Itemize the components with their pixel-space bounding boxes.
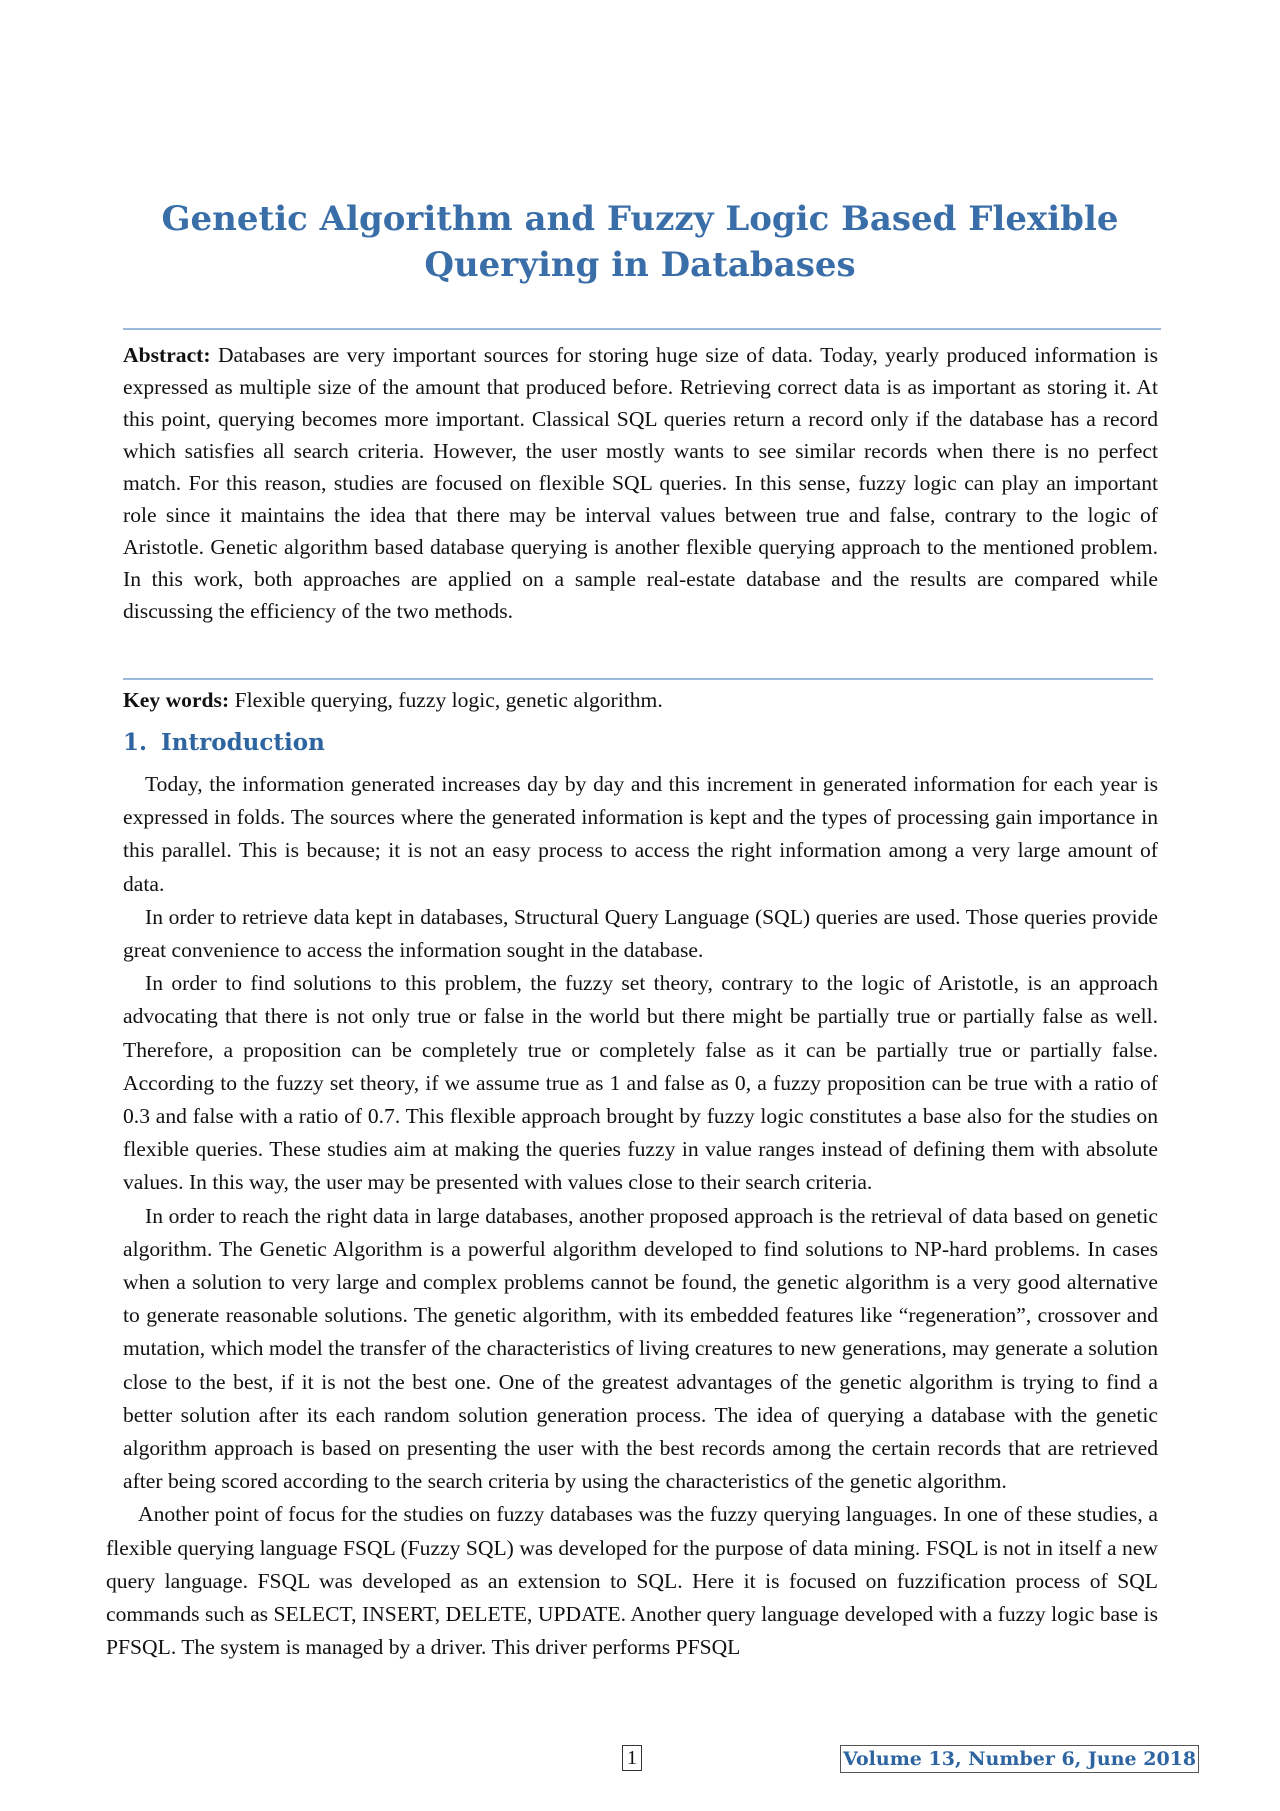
abstract-label: Abstract: [123, 343, 211, 367]
keywords-text: Flexible querying, fuzzy logic, genetic algorithm. [234, 688, 663, 712]
abstract [123, 339, 1158, 627]
keywords-label: Key words: [123, 688, 230, 712]
title-divider [123, 328, 1161, 330]
intro-paragraph-4: In order to reach the right data in large databases, another proposed approach is the retrieval of data based on genetic algorithm. The Genetic Algorithm is a powerful algorithm developed to find solutions to NP-hard problems. In cases when a solution to very large and complex problems cannot be found, the genetic algorithm is a very good alternative to generate reasonable solutions. The genetic algorithm, with its embedded features like “regeneration”, crossover and mutation, which model the transfer of the characteristics of living creatures to new generations, may generate a solution close to the best, if it is not the best one. One of the greatest advantages of the genetic algorithm is trying to find a better solution after its each random solution generation process. The idea of querying a database with the genetic algorithm approach is based on presenting the user with the best records among the certain records that are retrieved after being scored according to the search criteria by using the characteristics of the genetic algorithm. [123, 1203, 1158, 1494]
intro-paragraph-2: In order to retrieve data kept in databases, Structural Query Language (SQL) queries are used. Those queries provide great convenience to access the information sought in the database. [123, 904, 1158, 963]
paper-title [140, 196, 1140, 288]
introduction-body [106, 768, 1158, 1664]
issue-label: Volume 13, Number 6, June 2018 [840, 1745, 1199, 1773]
intro-paragraph-5: Another point of focus for the studies on fuzzy databases was the fuzzy querying languages. In one of these studies, a flexible querying language FSQL (Fuzzy SQL) was developed for the purpose of data mining. FSQL is not in itself a new query language. FSQL was developed as an extension to SQL. Here it is focused on fuzzification process of SQL commands such as SELECT, INSERT, DELETE, UPDATE. Another query language developed with a fuzzy logic base is PFSQL. The system is managed by a driver. This driver performs PFSQL [106, 1502, 1158, 1660]
abstract-text: Databases are very important sources for storing huge size of data. Today, yearly produced information is expressed as multiple size of the amount that produced before. Retrieving correct data is as important as storing it. At this point, querying becomes more important. Classical SQL queries return a record only if the database has a record which satisfies all search criteria. However, the user mostly wants to see similar records when there is no perfect match. For this reason, studies are focused on flexible SQL queries. In this sense, fuzzy logic can play an important role since it maintains the idea that there may be interval values between true and false, contrary to the logic of Aristotle. Genetic algorithm based database querying is another flexible querying approach to the mentioned problem. In this work, both approaches are applied on a sample real-estate database and the results are compared while discussing the efficiency of the two methods. [123, 343, 1158, 623]
section-title: Introduction [161, 729, 325, 756]
abstract-divider [123, 678, 1153, 680]
section-number: 1. [123, 729, 148, 756]
title-line-2: Querying in Databases [424, 245, 856, 285]
page-number: 1 [622, 1745, 642, 1771]
keywords [123, 684, 1158, 716]
intro-paragraph-3: In order to find solutions to this problem, the fuzzy set theory, contrary to the logic of Aristotle, is an approach advocating that there is not only true or false in the world but there might be partially true or partially false as well. Therefore, a proposition can be completely true or completely false as it can be partially true or partially false. According to the fuzzy set theory, if we assume true as 1 and false as 0, a fuzzy proposition can be true with a ratio of 0.3 and false with a ratio of 0.7. This flexible approach brought by fuzzy logic constitutes a base also for the studies on flexible queries. These studies aim at making the queries fuzzy in value ranges instead of defining them with absolute values. In this way, the user may be presented with values close to their search criteria. [123, 971, 1158, 1195]
intro-paragraph-1: Today, the information generated increases day by day and this increment in generated information for each year is expressed in folds. The sources where the generated information is kept and the types of processing gain importance in this parallel. This is because; it is not an easy process to access the right information among a very large amount of data. [123, 772, 1158, 896]
section-heading-introduction [123, 726, 325, 760]
title-line-1: Genetic Algorithm and Fuzzy Logic Based Flexible [161, 199, 1119, 239]
